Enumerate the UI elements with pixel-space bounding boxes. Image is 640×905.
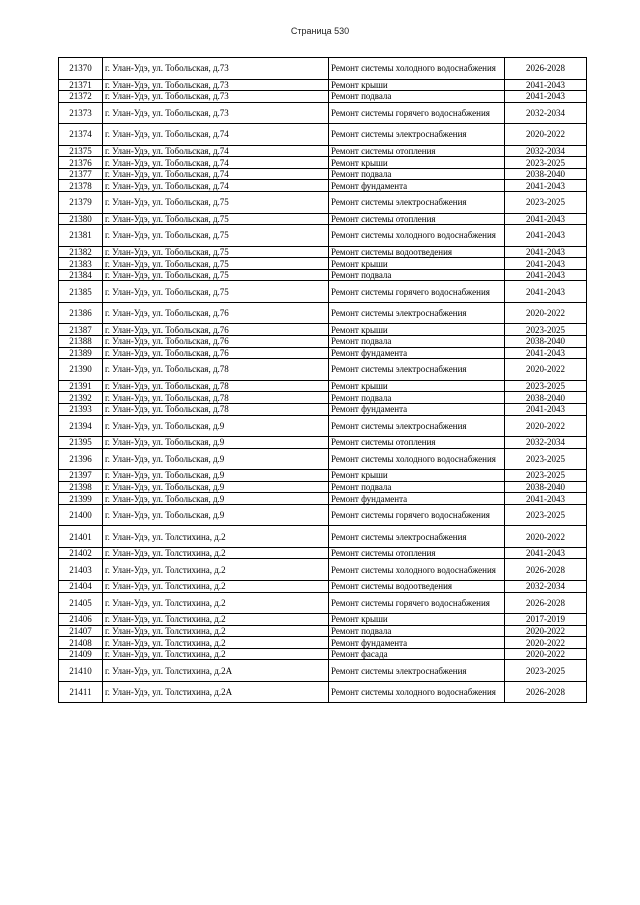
address-cell: г. Улан-Удэ, ул. Тобольская, д.75: [103, 225, 329, 247]
row-number-cell: 21372: [59, 91, 103, 103]
period-cell: 2020-2022: [505, 302, 587, 324]
work-type-cell: Ремонт подвала: [329, 336, 505, 348]
work-type-cell: Ремонт системы отопления: [329, 145, 505, 157]
work-type-cell: Ремонт системы электроснабжения: [329, 192, 505, 214]
period-cell: 2026-2028: [505, 58, 587, 80]
row-number-cell: 21382: [59, 246, 103, 258]
row-number-cell: 21396: [59, 448, 103, 470]
table-row: [59, 648, 587, 660]
row-number-cell: 21386: [59, 302, 103, 324]
address-cell: г. Улан-Удэ, ул. Толстихина, д.2: [103, 559, 329, 581]
table-row: [59, 637, 587, 649]
work-type-cell: Ремонт системы холодного водоснабжения: [329, 58, 505, 80]
row-number-cell: 21407: [59, 625, 103, 637]
period-cell: 2023-2025: [505, 380, 587, 392]
work-type-cell: Ремонт системы горячего водоснабжения: [329, 102, 505, 124]
period-cell: 2023-2025: [505, 504, 587, 526]
table-row: [59, 580, 587, 592]
row-number-cell: 21373: [59, 102, 103, 124]
address-cell: г. Улан-Удэ, ул. Тобольская, д.78: [103, 359, 329, 381]
row-number-cell: 21408: [59, 637, 103, 649]
work-type-cell: Ремонт системы водоотведения: [329, 246, 505, 258]
row-number-cell: 21404: [59, 580, 103, 592]
row-number-cell: 21377: [59, 168, 103, 180]
row-number-cell: 21405: [59, 592, 103, 614]
table-row: [59, 58, 587, 80]
work-type-cell: Ремонт системы горячего водоснабжения: [329, 504, 505, 526]
address-cell: г. Улан-Удэ, ул. Толстихина, д.2: [103, 580, 329, 592]
row-number-cell: 21389: [59, 347, 103, 359]
period-cell: 2041-2043: [505, 547, 587, 559]
table-row: [59, 504, 587, 526]
address-cell: г. Улан-Удэ, ул. Толстихина, д.2: [103, 648, 329, 660]
address-cell: г. Улан-Удэ, ул. Толстихина, д.2: [103, 547, 329, 559]
row-number-cell: 21395: [59, 437, 103, 449]
period-cell: 2041-2043: [505, 493, 587, 505]
period-cell: 2020-2022: [505, 648, 587, 660]
row-number-cell: 21403: [59, 559, 103, 581]
table-row: [59, 470, 587, 482]
row-number-cell: 21399: [59, 493, 103, 505]
address-cell: г. Улан-Удэ, ул. Тобольская, д.76: [103, 324, 329, 336]
address-cell: г. Улан-Удэ, ул. Тобольская, д.75: [103, 269, 329, 281]
work-type-cell: Ремонт системы холодного водоснабжения: [329, 681, 505, 703]
work-type-cell: Ремонт подвала: [329, 91, 505, 103]
table-row: [59, 157, 587, 169]
row-number-cell: 21383: [59, 258, 103, 270]
address-cell: г. Улан-Удэ, ул. Тобольская, д.73: [103, 102, 329, 124]
address-cell: г. Улан-Удэ, ул. Тобольская, д.73: [103, 91, 329, 103]
table-row: [59, 145, 587, 157]
period-cell: 2020-2022: [505, 415, 587, 437]
address-cell: г. Улан-Удэ, ул. Тобольская, д.75: [103, 258, 329, 270]
table-row: [59, 336, 587, 348]
work-type-cell: Ремонт системы электроснабжения: [329, 415, 505, 437]
period-cell: 2041-2043: [505, 281, 587, 303]
table-row: [59, 547, 587, 559]
row-number-cell: 21393: [59, 403, 103, 415]
row-number-cell: 21374: [59, 124, 103, 146]
work-type-cell: Ремонт системы холодного водоснабжения: [329, 225, 505, 247]
address-cell: г. Улан-Удэ, ул. Тобольская, д.73: [103, 79, 329, 91]
address-cell: г. Улан-Удэ, ул. Тобольская, д.76: [103, 336, 329, 348]
period-cell: 2023-2025: [505, 448, 587, 470]
period-cell: 2020-2022: [505, 526, 587, 548]
period-cell: 2038-2040: [505, 336, 587, 348]
period-cell: 2023-2025: [505, 192, 587, 214]
address-cell: г. Улан-Удэ, ул. Тобольская, д.74: [103, 180, 329, 192]
period-cell: 2041-2043: [505, 91, 587, 103]
address-cell: г. Улан-Удэ, ул. Тобольская, д.9: [103, 481, 329, 493]
work-type-cell: Ремонт системы холодного водоснабжения: [329, 448, 505, 470]
table-row: [59, 559, 587, 581]
work-type-cell: Ремонт системы электроснабжения: [329, 302, 505, 324]
work-type-cell: Ремонт крыши: [329, 470, 505, 482]
work-type-cell: Ремонт подвала: [329, 625, 505, 637]
address-cell: г. Улан-Удэ, ул. Тобольская, д.9: [103, 470, 329, 482]
row-number-cell: 21384: [59, 269, 103, 281]
period-cell: 2032-2034: [505, 102, 587, 124]
address-cell: г. Улан-Удэ, ул. Толстихина, д.2А: [103, 681, 329, 703]
address-cell: г. Улан-Удэ, ул. Тобольская, д.9: [103, 437, 329, 449]
table-row: [59, 437, 587, 449]
address-cell: г. Улан-Удэ, ул. Тобольская, д.74: [103, 124, 329, 146]
work-type-cell: Ремонт фундамента: [329, 180, 505, 192]
table-row: [59, 324, 587, 336]
work-type-cell: Ремонт системы горячего водоснабжения: [329, 592, 505, 614]
address-cell: г. Улан-Удэ, ул. Тобольская, д.74: [103, 145, 329, 157]
work-type-cell: Ремонт фундамента: [329, 347, 505, 359]
work-type-cell: Ремонт подвала: [329, 392, 505, 404]
work-type-cell: Ремонт системы электроснабжения: [329, 124, 505, 146]
address-cell: г. Улан-Удэ, ул. Тобольская, д.75: [103, 213, 329, 225]
address-cell: г. Улан-Удэ, ул. Тобольская, д.78: [103, 403, 329, 415]
table-row: [59, 380, 587, 392]
table-row: [59, 269, 587, 281]
work-type-cell: Ремонт фундамента: [329, 403, 505, 415]
address-cell: г. Улан-Удэ, ул. Тобольская, д.78: [103, 380, 329, 392]
period-cell: 2041-2043: [505, 79, 587, 91]
period-cell: 2017-2019: [505, 614, 587, 626]
address-cell: г. Улан-Удэ, ул. Толстихина, д.2: [103, 637, 329, 649]
address-cell: г. Улан-Удэ, ул. Тобольская, д.75: [103, 246, 329, 258]
table-row: [59, 660, 587, 682]
work-type-cell: Ремонт крыши: [329, 258, 505, 270]
address-cell: г. Улан-Удэ, ул. Тобольская, д.9: [103, 504, 329, 526]
period-cell: 2041-2043: [505, 269, 587, 281]
period-cell: 2026-2028: [505, 559, 587, 581]
table-row: [59, 493, 587, 505]
address-cell: г. Улан-Удэ, ул. Тобольская, д.73: [103, 58, 329, 80]
row-number-cell: 21375: [59, 145, 103, 157]
row-number-cell: 21388: [59, 336, 103, 348]
address-cell: г. Улан-Удэ, ул. Толстихина, д.2: [103, 625, 329, 637]
row-number-cell: 21397: [59, 470, 103, 482]
row-number-cell: 21392: [59, 392, 103, 404]
table-row: [59, 481, 587, 493]
row-number-cell: 21406: [59, 614, 103, 626]
address-cell: г. Улан-Удэ, ул. Толстихина, д.2: [103, 614, 329, 626]
period-cell: 2041-2043: [505, 347, 587, 359]
table-row: [59, 415, 587, 437]
table-row: [59, 614, 587, 626]
work-type-cell: Ремонт системы горячего водоснабжения: [329, 281, 505, 303]
work-type-cell: Ремонт системы отопления: [329, 547, 505, 559]
table-row: [59, 359, 587, 381]
period-cell: 2020-2022: [505, 625, 587, 637]
table-row: [59, 180, 587, 192]
address-cell: г. Улан-Удэ, ул. Тобольская, д.76: [103, 347, 329, 359]
address-cell: г. Улан-Удэ, ул. Тобольская, д.76: [103, 302, 329, 324]
period-cell: 2023-2025: [505, 324, 587, 336]
table-row: [59, 124, 587, 146]
work-type-cell: Ремонт фундамента: [329, 637, 505, 649]
row-number-cell: 21402: [59, 547, 103, 559]
period-cell: 2020-2022: [505, 124, 587, 146]
period-cell: 2041-2043: [505, 213, 587, 225]
period-cell: 2041-2043: [505, 258, 587, 270]
period-cell: 2026-2028: [505, 592, 587, 614]
table-row: [59, 258, 587, 270]
page-header: Страница 530: [290, 26, 350, 36]
table-row: [59, 592, 587, 614]
address-cell: г. Улан-Удэ, ул. Тобольская, д.9: [103, 448, 329, 470]
address-cell: г. Улан-Удэ, ул. Толстихина, д.2: [103, 526, 329, 548]
period-cell: 2041-2043: [505, 225, 587, 247]
work-type-cell: Ремонт фасада: [329, 648, 505, 660]
work-type-cell: Ремонт системы электроснабжения: [329, 526, 505, 548]
period-cell: 2026-2028: [505, 681, 587, 703]
period-cell: 2038-2040: [505, 168, 587, 180]
period-cell: 2023-2025: [505, 470, 587, 482]
period-cell: 2023-2025: [505, 660, 587, 682]
table-row: [59, 192, 587, 214]
period-cell: 2032-2034: [505, 580, 587, 592]
period-cell: 2020-2022: [505, 637, 587, 649]
table-row: [59, 281, 587, 303]
table-row: [59, 681, 587, 703]
period-cell: 2023-2025: [505, 157, 587, 169]
address-cell: г. Улан-Удэ, ул. Тобольская, д.75: [103, 192, 329, 214]
row-number-cell: 21387: [59, 324, 103, 336]
address-cell: г. Улан-Удэ, ул. Тобольская, д.9: [103, 415, 329, 437]
table-row: [59, 403, 587, 415]
work-type-cell: Ремонт крыши: [329, 157, 505, 169]
table-body: [59, 58, 587, 703]
period-cell: 2038-2040: [505, 481, 587, 493]
row-number-cell: 21401: [59, 526, 103, 548]
work-type-cell: Ремонт системы отопления: [329, 437, 505, 449]
row-number-cell: 21370: [59, 58, 103, 80]
row-number-cell: 21379: [59, 192, 103, 214]
row-number-cell: 21385: [59, 281, 103, 303]
work-type-cell: Ремонт подвала: [329, 269, 505, 281]
row-number-cell: 21378: [59, 180, 103, 192]
table-row: [59, 347, 587, 359]
work-type-cell: Ремонт системы отопления: [329, 213, 505, 225]
row-number-cell: 21376: [59, 157, 103, 169]
table-row: [59, 213, 587, 225]
address-cell: г. Улан-Удэ, ул. Толстихина, д.2: [103, 592, 329, 614]
table-row: [59, 225, 587, 247]
work-type-cell: Ремонт подвала: [329, 481, 505, 493]
table-row: [59, 625, 587, 637]
row-number-cell: 21394: [59, 415, 103, 437]
period-cell: 2041-2043: [505, 180, 587, 192]
table-row: [59, 302, 587, 324]
row-number-cell: 21391: [59, 380, 103, 392]
period-cell: 2041-2043: [505, 403, 587, 415]
table-row: [59, 102, 587, 124]
work-type-cell: Ремонт системы холодного водоснабжения: [329, 559, 505, 581]
row-number-cell: 21409: [59, 648, 103, 660]
row-number-cell: 21411: [59, 681, 103, 703]
period-cell: 2032-2034: [505, 145, 587, 157]
table-row: [59, 91, 587, 103]
row-number-cell: 21381: [59, 225, 103, 247]
work-type-cell: Ремонт системы водоотведения: [329, 580, 505, 592]
address-cell: г. Улан-Удэ, ул. Тобольская, д.78: [103, 392, 329, 404]
address-cell: г. Улан-Удэ, ул. Тобольская, д.74: [103, 168, 329, 180]
work-type-cell: Ремонт подвала: [329, 168, 505, 180]
table-row: [59, 448, 587, 470]
row-number-cell: 21390: [59, 359, 103, 381]
work-type-cell: Ремонт системы электроснабжения: [329, 359, 505, 381]
work-type-cell: Ремонт крыши: [329, 79, 505, 91]
work-type-cell: Ремонт фундамента: [329, 493, 505, 505]
row-number-cell: 21398: [59, 481, 103, 493]
address-cell: г. Улан-Удэ, ул. Толстихина, д.2А: [103, 660, 329, 682]
address-cell: г. Улан-Удэ, ул. Тобольская, д.75: [103, 281, 329, 303]
row-number-cell: 21371: [59, 79, 103, 91]
table-row: [59, 392, 587, 404]
table-row: [59, 168, 587, 180]
repair-schedule-table: [58, 57, 587, 703]
period-cell: 2038-2040: [505, 392, 587, 404]
table-row: [59, 246, 587, 258]
address-cell: г. Улан-Удэ, ул. Тобольская, д.74: [103, 157, 329, 169]
period-cell: 2041-2043: [505, 246, 587, 258]
work-type-cell: Ремонт крыши: [329, 324, 505, 336]
work-type-cell: Ремонт крыши: [329, 380, 505, 392]
work-type-cell: Ремонт системы электроснабжения: [329, 660, 505, 682]
table-row: [59, 79, 587, 91]
row-number-cell: 21400: [59, 504, 103, 526]
work-type-cell: Ремонт крыши: [329, 614, 505, 626]
address-cell: г. Улан-Удэ, ул. Тобольская, д.9: [103, 493, 329, 505]
period-cell: 2020-2022: [505, 359, 587, 381]
row-number-cell: 21410: [59, 660, 103, 682]
period-cell: 2032-2034: [505, 437, 587, 449]
table-row: [59, 526, 587, 548]
row-number-cell: 21380: [59, 213, 103, 225]
